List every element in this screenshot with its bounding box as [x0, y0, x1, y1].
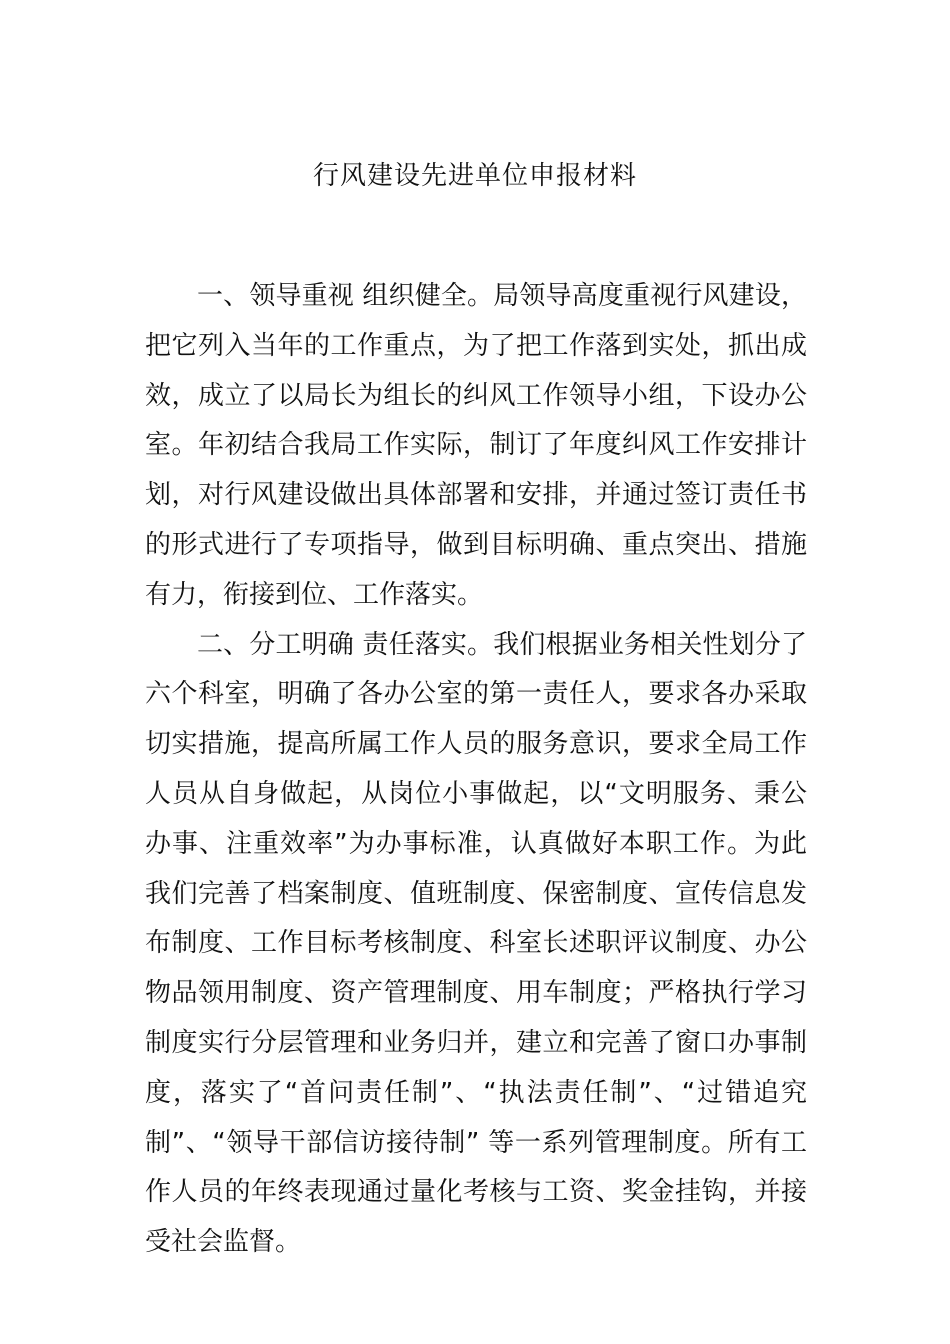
paragraph-leadership: 一、领导重视 组织健全。局领导高度重视行风建设，把它列入当年的工作重点，为了把工作落到实处，抓出成效，成立了以局长为组长的纠风工作领导小组，下设办公室。年初结合我局工作实际，制订了年度纠风工作安排计划，对行风建设做出具体部署和安排，并通过签订责任书的形式进行了专项指导，做到目标明确、重点突出、措施有力，衔接到位、工作落实。 [145, 281, 807, 610]
document-title: 行风建设先进单位申报材料 [312, 161, 637, 191]
document-body [145, 272, 807, 1268]
paragraph-responsibility: 二、分工明确 责任落实。我们根据业务相关性划分了六个科室，明确了各办公室的第一责任人，要求各办采取切实措施，提高所属工作人员的服务意识，要求全局工作人员从自身做起，从岗位小事做起，以“文明服务、秉公办事、注重效率”为办事标准，认真做好本职工作。为此我们完善了档案制度、值班制度、保密制度、宣传信息发布制度、工作目标考核制度、科室长述职评议制度、办公物品领用制度、资产管理制度、用车制度；严格执行学习制度实行分层管理和业务归并，建立和完善了窗口办事制度，落实了“首问责任制”、“执法责任制”、“过错追究制”、“领导干部信访接待制” 等一系列管理制度。所有工作人员的年终表现通过量化考核与工资、奖金挂钩，并接受社会监督。 [145, 629, 807, 1258]
